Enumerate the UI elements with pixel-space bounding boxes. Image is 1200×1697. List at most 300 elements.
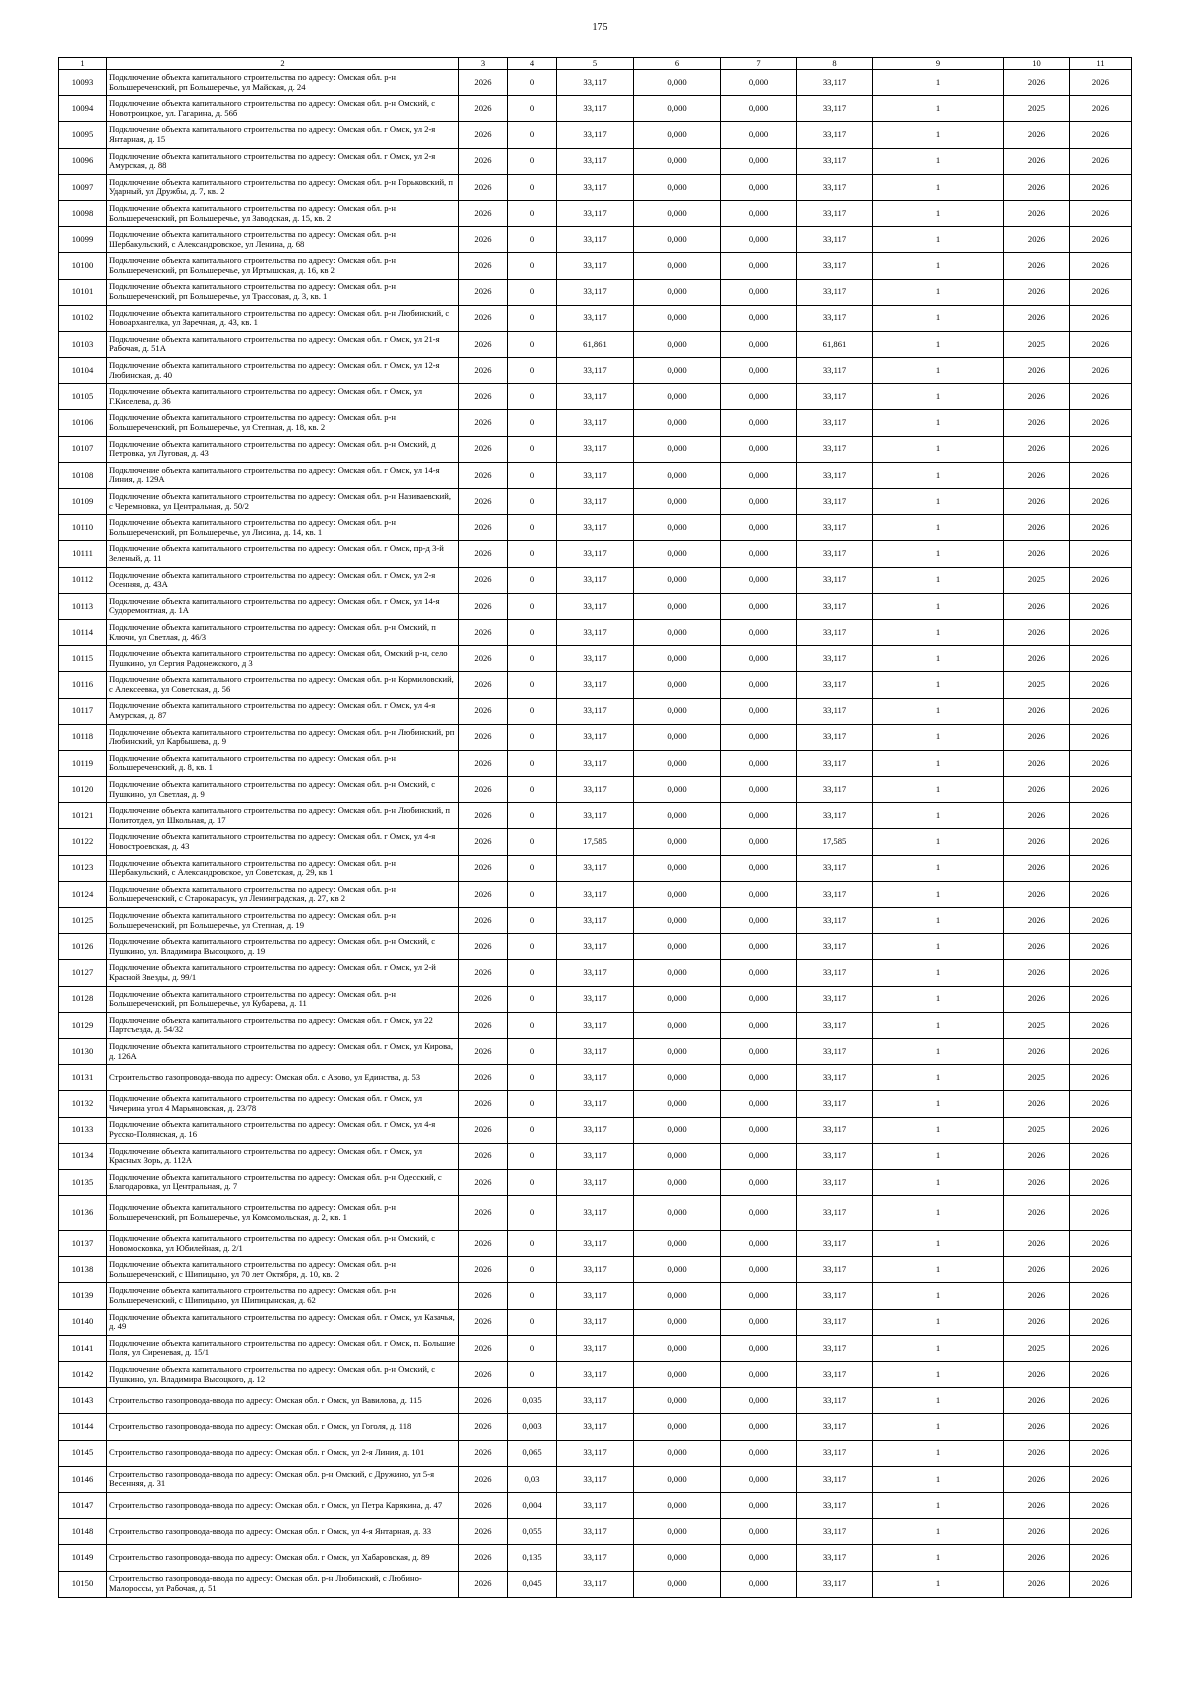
row-col9-cell: 1 <box>873 1257 1004 1283</box>
table-row <box>59 515 1132 541</box>
row-col3-cell: 2026 <box>459 829 508 855</box>
col-header-11: 11 <box>1070 58 1132 70</box>
row-col6-cell: 0,000 <box>634 1571 721 1597</box>
row-col7-cell: 0,000 <box>721 1388 797 1414</box>
row-col3-cell: 2026 <box>459 803 508 829</box>
row-col5-cell: 33,117 <box>557 410 634 436</box>
row-col4-cell: 0,045 <box>508 1571 557 1597</box>
row-col4-cell: 0,004 <box>508 1492 557 1518</box>
row-col9-cell: 1 <box>873 489 1004 515</box>
row-col3-cell: 2026 <box>459 148 508 174</box>
table-row <box>59 1169 1132 1195</box>
row-col5-cell: 33,117 <box>557 698 634 724</box>
row-col11-cell: 2026 <box>1070 1231 1132 1257</box>
row-col5-cell: 33,117 <box>557 462 634 488</box>
row-id-cell: 10109 <box>59 489 107 515</box>
row-col7-cell: 0,000 <box>721 384 797 410</box>
row-id-cell: 10129 <box>59 1012 107 1038</box>
row-description-cell: Подключение объекта капитального строительства по адресу: Омская обл. р-н Большереченский, рп Большеречье, ул Кубарева, д. 11 <box>107 986 459 1012</box>
row-col7-cell: 0,000 <box>721 1283 797 1309</box>
row-id-cell: 10125 <box>59 908 107 934</box>
row-description-cell: Подключение объекта капитального строительства по адресу: Омская обл. р-н Большереченский, рп Большеречье, ул Степная, д. 18, кв. 2 <box>107 410 459 436</box>
row-col8-cell: 33,117 <box>797 1519 873 1545</box>
row-id-cell: 10095 <box>59 122 107 148</box>
row-col9-cell: 1 <box>873 672 1004 698</box>
row-col8-cell: 33,117 <box>797 1414 873 1440</box>
row-id-cell: 10114 <box>59 619 107 645</box>
row-col4-cell: 0 <box>508 227 557 253</box>
row-col9-cell: 1 <box>873 881 1004 907</box>
row-col9-cell: 1 <box>873 148 1004 174</box>
row-description-cell: Подключение объекта капитального строительства по адресу: Омская обл. р-н Горьковский, п Ударный, ул Дружбы, д. 7, кв. 2 <box>107 174 459 200</box>
row-id-cell: 10148 <box>59 1519 107 1545</box>
table-row <box>59 1143 1132 1169</box>
row-col8-cell: 33,117 <box>797 1545 873 1571</box>
row-col3-cell: 2026 <box>459 384 508 410</box>
row-col5-cell: 33,117 <box>557 646 634 672</box>
row-col10-cell: 2026 <box>1004 1283 1070 1309</box>
table-row <box>59 986 1132 1012</box>
row-col11-cell: 2026 <box>1070 227 1132 253</box>
row-col7-cell: 0,000 <box>721 436 797 462</box>
row-col8-cell: 33,117 <box>797 803 873 829</box>
row-col4-cell: 0 <box>508 934 557 960</box>
row-col3-cell: 2026 <box>459 1388 508 1414</box>
row-col10-cell: 2026 <box>1004 122 1070 148</box>
row-col10-cell: 2026 <box>1004 1545 1070 1571</box>
row-col5-cell: 33,117 <box>557 724 634 750</box>
table-row <box>59 253 1132 279</box>
row-col9-cell: 1 <box>873 750 1004 776</box>
row-col9-cell: 1 <box>873 358 1004 384</box>
row-col10-cell: 2026 <box>1004 1196 1070 1231</box>
row-col7-cell: 0,000 <box>721 1440 797 1466</box>
row-col9-cell: 1 <box>873 1362 1004 1388</box>
row-id-cell: 10145 <box>59 1440 107 1466</box>
row-col4-cell: 0 <box>508 1283 557 1309</box>
row-col8-cell: 33,117 <box>797 462 873 488</box>
row-col8-cell: 33,117 <box>797 200 873 226</box>
row-col8-cell: 33,117 <box>797 305 873 331</box>
row-col7-cell: 0,000 <box>721 305 797 331</box>
row-col10-cell: 2026 <box>1004 960 1070 986</box>
row-col10-cell: 2026 <box>1004 724 1070 750</box>
row-col11-cell: 2026 <box>1070 358 1132 384</box>
row-col3-cell: 2026 <box>459 331 508 357</box>
col-header-3: 3 <box>459 58 508 70</box>
row-id-cell: 10099 <box>59 227 107 253</box>
table-row <box>59 1196 1132 1231</box>
row-col7-cell: 0,000 <box>721 724 797 750</box>
row-col7-cell: 0,000 <box>721 1466 797 1492</box>
row-col3-cell: 2026 <box>459 960 508 986</box>
row-col7-cell: 0,000 <box>721 410 797 436</box>
table-row <box>59 698 1132 724</box>
row-id-cell: 10113 <box>59 593 107 619</box>
row-col8-cell: 33,117 <box>797 436 873 462</box>
row-col5-cell: 33,117 <box>557 1143 634 1169</box>
row-col3-cell: 2026 <box>459 698 508 724</box>
row-col7-cell: 0,000 <box>721 1065 797 1091</box>
row-col9-cell: 1 <box>873 593 1004 619</box>
row-col8-cell: 33,117 <box>797 1388 873 1414</box>
row-col6-cell: 0,000 <box>634 331 721 357</box>
table-row <box>59 200 1132 226</box>
row-col7-cell: 0,000 <box>721 70 797 96</box>
row-col3-cell: 2026 <box>459 619 508 645</box>
row-col10-cell: 2026 <box>1004 227 1070 253</box>
row-col10-cell: 2026 <box>1004 462 1070 488</box>
row-col6-cell: 0,000 <box>634 1169 721 1195</box>
table-row <box>59 960 1132 986</box>
row-col6-cell: 0,000 <box>634 986 721 1012</box>
table-row <box>59 462 1132 488</box>
table-row <box>59 174 1132 200</box>
row-col8-cell: 33,117 <box>797 646 873 672</box>
row-col3-cell: 2026 <box>459 70 508 96</box>
row-col11-cell: 2026 <box>1070 436 1132 462</box>
row-col9-cell: 1 <box>873 1335 1004 1361</box>
row-col11-cell: 2026 <box>1070 960 1132 986</box>
row-col9-cell: 1 <box>873 436 1004 462</box>
row-col4-cell: 0 <box>508 1196 557 1231</box>
row-col5-cell: 33,117 <box>557 489 634 515</box>
row-col6-cell: 0,000 <box>634 934 721 960</box>
row-col6-cell: 0,000 <box>634 1065 721 1091</box>
row-col7-cell: 0,000 <box>721 960 797 986</box>
row-col11-cell: 2026 <box>1070 567 1132 593</box>
row-description-cell: Подключение объекта капитального строительства по адресу: Омская обл. г Омск, ул 12-я Любинская, д. 40 <box>107 358 459 384</box>
row-col7-cell: 0,000 <box>721 803 797 829</box>
row-col9-cell: 1 <box>873 1466 1004 1492</box>
row-col10-cell: 2025 <box>1004 331 1070 357</box>
table-row <box>59 1283 1132 1309</box>
row-col10-cell: 2026 <box>1004 436 1070 462</box>
row-col4-cell: 0 <box>508 803 557 829</box>
row-col6-cell: 0,000 <box>634 724 721 750</box>
row-col6-cell: 0,000 <box>634 1492 721 1518</box>
row-col6-cell: 0,000 <box>634 960 721 986</box>
row-col5-cell: 33,117 <box>557 567 634 593</box>
row-col6-cell: 0,000 <box>634 1257 721 1283</box>
row-col4-cell: 0 <box>508 881 557 907</box>
row-col11-cell: 2026 <box>1070 541 1132 567</box>
row-col4-cell: 0 <box>508 1117 557 1143</box>
row-col8-cell: 33,117 <box>797 986 873 1012</box>
row-col4-cell: 0 <box>508 777 557 803</box>
row-col6-cell: 0,000 <box>634 96 721 122</box>
row-col7-cell: 0,000 <box>721 122 797 148</box>
row-col6-cell: 0,000 <box>634 148 721 174</box>
row-col5-cell: 33,117 <box>557 881 634 907</box>
row-id-cell: 10132 <box>59 1091 107 1117</box>
column-number-row <box>59 58 1132 70</box>
row-col3-cell: 2026 <box>459 986 508 1012</box>
row-col11-cell: 2026 <box>1070 1309 1132 1335</box>
row-description-cell: Подключение объекта капитального строительства по адресу: Омская обл. г Омск, ул 14-я Судоремонтная, д. 1А <box>107 593 459 619</box>
row-col11-cell: 2026 <box>1070 122 1132 148</box>
row-col11-cell: 2026 <box>1070 174 1132 200</box>
row-col10-cell: 2026 <box>1004 358 1070 384</box>
row-col8-cell: 33,117 <box>797 384 873 410</box>
row-col11-cell: 2026 <box>1070 1571 1132 1597</box>
row-description-cell: Подключение объекта капитального строительства по адресу: Омская обл. р-н Любинский, п Политотдел, ул Школьная, д. 17 <box>107 803 459 829</box>
row-id-cell: 10102 <box>59 305 107 331</box>
row-col5-cell: 33,117 <box>557 1388 634 1414</box>
table-row <box>59 122 1132 148</box>
row-col3-cell: 2026 <box>459 1571 508 1597</box>
row-id-cell: 10100 <box>59 253 107 279</box>
row-col8-cell: 33,117 <box>797 724 873 750</box>
row-col3-cell: 2026 <box>459 908 508 934</box>
row-col6-cell: 0,000 <box>634 855 721 881</box>
table-row <box>59 1231 1132 1257</box>
row-col5-cell: 61,861 <box>557 331 634 357</box>
table-row <box>59 593 1132 619</box>
row-col8-cell: 33,117 <box>797 96 873 122</box>
row-col10-cell: 2026 <box>1004 986 1070 1012</box>
row-col10-cell: 2026 <box>1004 1091 1070 1117</box>
row-col5-cell: 33,117 <box>557 1169 634 1195</box>
row-id-cell: 10110 <box>59 515 107 541</box>
row-id-cell: 10142 <box>59 1362 107 1388</box>
row-description-cell: Подключение объекта капитального строительства по адресу: Омская обл. р-н Большереченский, д. 8, кв. 1 <box>107 750 459 776</box>
investment-table <box>58 57 1132 1598</box>
row-col11-cell: 2026 <box>1070 1545 1132 1571</box>
row-id-cell: 10108 <box>59 462 107 488</box>
col-header-1: 1 <box>59 58 107 70</box>
row-description-cell: Подключение объекта капитального строительства по адресу: Омская обл. р-н Омский, с Пушкино, ул. Владимира Высоцкого, д. 19 <box>107 934 459 960</box>
row-col9-cell: 1 <box>873 934 1004 960</box>
row-col6-cell: 0,000 <box>634 1012 721 1038</box>
table-row <box>59 331 1132 357</box>
row-col11-cell: 2026 <box>1070 200 1132 226</box>
row-col8-cell: 33,117 <box>797 908 873 934</box>
row-col9-cell: 1 <box>873 777 1004 803</box>
row-col7-cell: 0,000 <box>721 1169 797 1195</box>
row-col3-cell: 2026 <box>459 1466 508 1492</box>
row-col11-cell: 2026 <box>1070 619 1132 645</box>
table-row <box>59 1388 1132 1414</box>
row-col7-cell: 0,000 <box>721 619 797 645</box>
row-col3-cell: 2026 <box>459 279 508 305</box>
row-col10-cell: 2026 <box>1004 1571 1070 1597</box>
row-col9-cell: 1 <box>873 1388 1004 1414</box>
row-col7-cell: 0,000 <box>721 96 797 122</box>
row-col5-cell: 33,117 <box>557 1414 634 1440</box>
row-col11-cell: 2026 <box>1070 1335 1132 1361</box>
row-col11-cell: 2026 <box>1070 1388 1132 1414</box>
col-header-4: 4 <box>508 58 557 70</box>
row-col11-cell: 2026 <box>1070 1440 1132 1466</box>
row-col6-cell: 0,000 <box>634 1519 721 1545</box>
row-col3-cell: 2026 <box>459 934 508 960</box>
row-col6-cell: 0,000 <box>634 646 721 672</box>
row-col5-cell: 33,117 <box>557 279 634 305</box>
row-col7-cell: 0,000 <box>721 567 797 593</box>
row-col8-cell: 33,117 <box>797 960 873 986</box>
row-col10-cell: 2026 <box>1004 1309 1070 1335</box>
row-col8-cell: 33,117 <box>797 567 873 593</box>
row-description-cell: Подключение объекта капитального строительства по адресу: Омская обл. г Омск, ул Кирова, д. 126А <box>107 1038 459 1064</box>
row-col8-cell: 33,117 <box>797 1283 873 1309</box>
table-row <box>59 96 1132 122</box>
row-col11-cell: 2026 <box>1070 1283 1132 1309</box>
row-col5-cell: 33,117 <box>557 541 634 567</box>
row-description-cell: Подключение объекта капитального строительства по адресу: Омская обл. г Омск, ул 2-я Амурская, д. 88 <box>107 148 459 174</box>
row-col11-cell: 2026 <box>1070 1414 1132 1440</box>
row-col9-cell: 1 <box>873 1283 1004 1309</box>
row-col5-cell: 33,117 <box>557 1362 634 1388</box>
row-col6-cell: 0,000 <box>634 1231 721 1257</box>
row-col7-cell: 0,000 <box>721 1335 797 1361</box>
row-col9-cell: 1 <box>873 174 1004 200</box>
table-row <box>59 227 1132 253</box>
row-col5-cell: 33,117 <box>557 1492 634 1518</box>
row-description-cell: Подключение объекта капитального строительства по адресу: Омская обл. р-н Омский, п Ключи, ул Светлая, д. 46/3 <box>107 619 459 645</box>
row-col10-cell: 2026 <box>1004 1388 1070 1414</box>
row-col9-cell: 1 <box>873 384 1004 410</box>
row-col5-cell: 33,117 <box>557 1091 634 1117</box>
row-col10-cell: 2026 <box>1004 1362 1070 1388</box>
table-row <box>59 855 1132 881</box>
row-col6-cell: 0,000 <box>634 1196 721 1231</box>
row-col9-cell: 1 <box>873 70 1004 96</box>
row-description-cell: Строительство газопровода-ввода по адресу: Омская обл. г Омск, ул Гоголя, д. 118 <box>107 1414 459 1440</box>
row-col4-cell: 0,035 <box>508 1388 557 1414</box>
row-col11-cell: 2026 <box>1070 777 1132 803</box>
row-col8-cell: 33,117 <box>797 148 873 174</box>
table-row <box>59 384 1132 410</box>
row-id-cell: 10101 <box>59 279 107 305</box>
row-col3-cell: 2026 <box>459 227 508 253</box>
row-id-cell: 10126 <box>59 934 107 960</box>
row-col6-cell: 0,000 <box>634 750 721 776</box>
table-row <box>59 1117 1132 1143</box>
page-number: 175 <box>592 22 608 33</box>
row-col3-cell: 2026 <box>459 358 508 384</box>
table-row <box>59 1414 1132 1440</box>
table-row <box>59 148 1132 174</box>
row-col5-cell: 33,117 <box>557 70 634 96</box>
row-col11-cell: 2026 <box>1070 1038 1132 1064</box>
row-col8-cell: 33,117 <box>797 174 873 200</box>
row-col3-cell: 2026 <box>459 777 508 803</box>
row-col8-cell: 33,117 <box>797 855 873 881</box>
row-col5-cell: 33,117 <box>557 986 634 1012</box>
row-id-cell: 10121 <box>59 803 107 829</box>
row-col5-cell: 33,117 <box>557 174 634 200</box>
row-col3-cell: 2026 <box>459 1065 508 1091</box>
row-col5-cell: 33,117 <box>557 960 634 986</box>
row-col3-cell: 2026 <box>459 1038 508 1064</box>
row-col11-cell: 2026 <box>1070 934 1132 960</box>
row-col9-cell: 1 <box>873 1440 1004 1466</box>
row-col3-cell: 2026 <box>459 1440 508 1466</box>
row-col9-cell: 1 <box>873 96 1004 122</box>
row-col4-cell: 0,03 <box>508 1466 557 1492</box>
row-col4-cell: 0,065 <box>508 1440 557 1466</box>
row-id-cell: 10115 <box>59 646 107 672</box>
table-row <box>59 410 1132 436</box>
row-col10-cell: 2026 <box>1004 305 1070 331</box>
row-col8-cell: 33,117 <box>797 1169 873 1195</box>
row-col3-cell: 2026 <box>459 1169 508 1195</box>
table-row <box>59 1335 1132 1361</box>
row-id-cell: 10105 <box>59 384 107 410</box>
row-col9-cell: 1 <box>873 698 1004 724</box>
row-col5-cell: 33,117 <box>557 1519 634 1545</box>
row-description-cell: Строительство газопровода-ввода по адресу: Омская обл. г Омск, ул Вавилова, д. 115 <box>107 1388 459 1414</box>
row-col9-cell: 1 <box>873 724 1004 750</box>
row-col7-cell: 0,000 <box>721 829 797 855</box>
row-col5-cell: 33,117 <box>557 1545 634 1571</box>
row-col9-cell: 1 <box>873 253 1004 279</box>
table-row <box>59 1362 1132 1388</box>
row-description-cell: Подключение объекта капитального строительства по адресу: Омская обл. р-н Большереченский, рп Большеречье, ул Заводская, д. 15, кв. 2 <box>107 200 459 226</box>
row-col8-cell: 33,117 <box>797 1038 873 1064</box>
row-description-cell: Подключение объекта капитального строительства по адресу: Омская обл. г Омск, ул 14-я Линия, д. 129А <box>107 462 459 488</box>
row-col8-cell: 33,117 <box>797 515 873 541</box>
row-col4-cell: 0 <box>508 1012 557 1038</box>
row-col3-cell: 2026 <box>459 1335 508 1361</box>
row-id-cell: 10133 <box>59 1117 107 1143</box>
row-col11-cell: 2026 <box>1070 305 1132 331</box>
table-body <box>59 70 1132 1598</box>
row-col7-cell: 0,000 <box>721 1309 797 1335</box>
row-id-cell: 10137 <box>59 1231 107 1257</box>
table-row <box>59 1440 1132 1466</box>
row-col6-cell: 0,000 <box>634 358 721 384</box>
row-description-cell: Подключение объекта капитального строительства по адресу: Омская обл. г Омск, ул 22 Партсъезда, д. 54/32 <box>107 1012 459 1038</box>
row-col3-cell: 2026 <box>459 593 508 619</box>
row-col6-cell: 0,000 <box>634 1440 721 1466</box>
row-col11-cell: 2026 <box>1070 1065 1132 1091</box>
table-row <box>59 619 1132 645</box>
row-description-cell: Строительство газопровода-ввода по адресу: Омская обл. г Омск, ул 2-я Линия, д. 101 <box>107 1440 459 1466</box>
row-description-cell: Подключение объекта капитального строительства по адресу: Омская обл. р-н Шербакульский, с Александровское, ул Ленина, д. 68 <box>107 227 459 253</box>
row-col4-cell: 0 <box>508 384 557 410</box>
row-description-cell: Подключение объекта капитального строительства по адресу: Омская обл. р-н Шербакульский, с Александровское, ул Советская, д. 29, кв 1 <box>107 855 459 881</box>
row-col6-cell: 0,000 <box>634 803 721 829</box>
row-col11-cell: 2026 <box>1070 70 1132 96</box>
row-col10-cell: 2026 <box>1004 1519 1070 1545</box>
row-col6-cell: 0,000 <box>634 227 721 253</box>
row-col10-cell: 2026 <box>1004 70 1070 96</box>
row-col3-cell: 2026 <box>459 541 508 567</box>
row-col6-cell: 0,000 <box>634 1388 721 1414</box>
row-col10-cell: 2026 <box>1004 1257 1070 1283</box>
row-description-cell: Подключение объекта капитального строительства по адресу: Омская обл. р-н Любинский, рп Любинский, ул Карбышева, д. 9 <box>107 724 459 750</box>
row-id-cell: 10103 <box>59 331 107 357</box>
row-col3-cell: 2026 <box>459 122 508 148</box>
row-col6-cell: 0,000 <box>634 881 721 907</box>
row-col7-cell: 0,000 <box>721 148 797 174</box>
row-col9-cell: 1 <box>873 279 1004 305</box>
row-col10-cell: 2026 <box>1004 1231 1070 1257</box>
row-col3-cell: 2026 <box>459 724 508 750</box>
row-col5-cell: 33,117 <box>557 750 634 776</box>
row-col5-cell: 33,117 <box>557 1257 634 1283</box>
row-col4-cell: 0 <box>508 96 557 122</box>
row-col9-cell: 1 <box>873 1414 1004 1440</box>
table-row <box>59 934 1132 960</box>
row-col3-cell: 2026 <box>459 1012 508 1038</box>
row-col6-cell: 0,000 <box>634 1143 721 1169</box>
table-row <box>59 724 1132 750</box>
row-col4-cell: 0 <box>508 1257 557 1283</box>
row-col8-cell: 33,117 <box>797 410 873 436</box>
